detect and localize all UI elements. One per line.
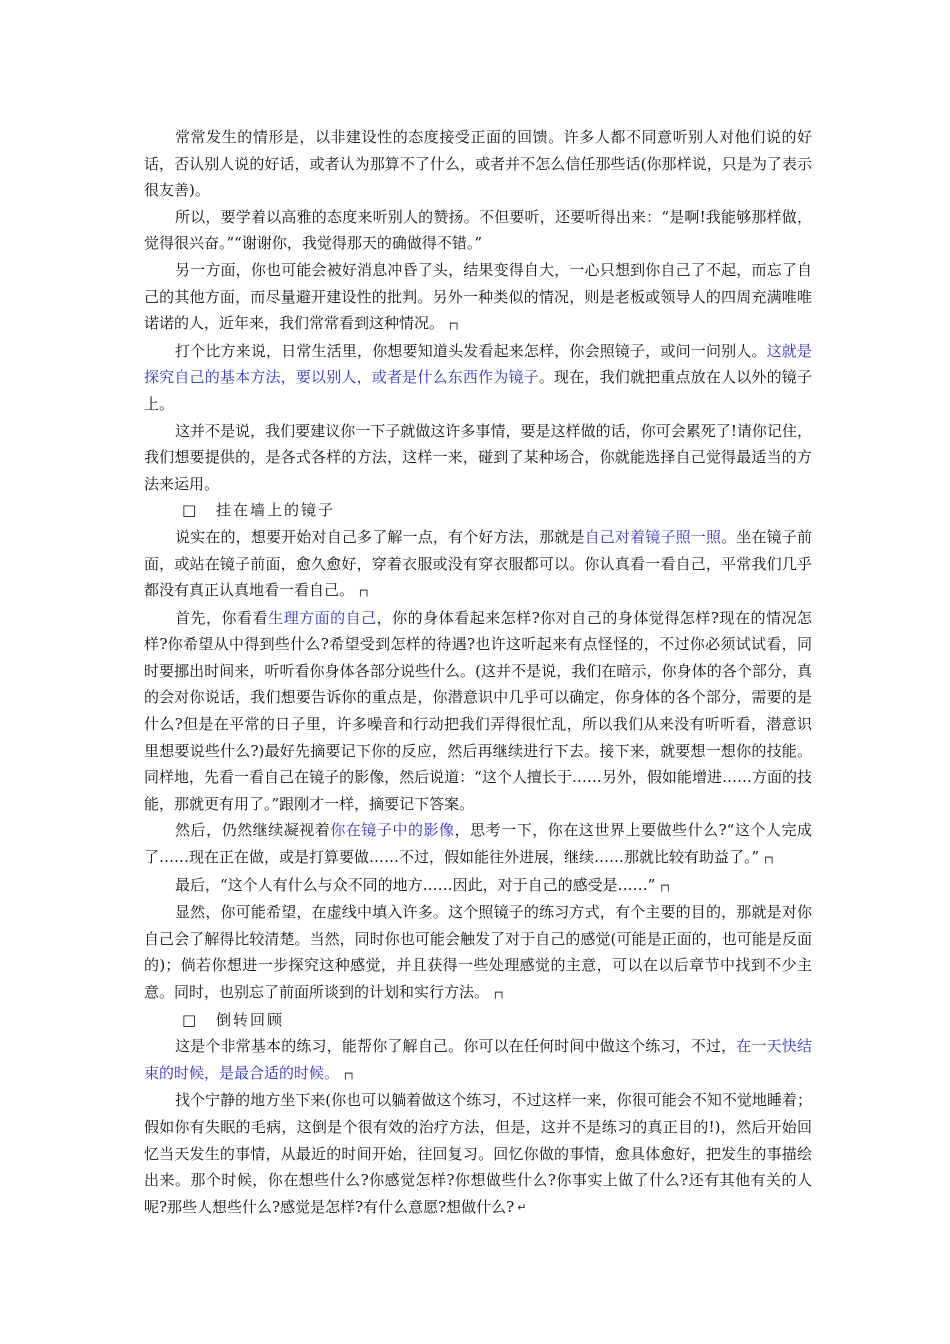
highlighted-text: 你在镜子中的影像	[330, 821, 455, 840]
paragraph	[144, 899, 812, 1006]
paragraph-text: 另一方面，你也可能会被好消息冲昏了头，结果变得自大，一心只想到你自己了不起，而忘了自己的其他方面，而尽量避开建设性的批判。另外一种类似的情况，则是老板或领导人的四周充满唯唯诺诺的人，近年来，我们常常看到这种情况。	[144, 260, 812, 333]
paragraph-text: 这是个非常基本的练习，能帮你了解自己。你可以在任何时间中做这个练习，不过，	[175, 1037, 737, 1056]
paragraph-text: ，思考一下，你在这世界上要做些什么?“这个人完成了……现在正在做，或是打算要做……不过，假如能往外进展，继续……那就比较有助益了。”	[144, 821, 812, 867]
paragraph-text: 显然，你可能希望，在虚线中填入许多。这个照镜子的练习方式，有个主要的目的，那就是对你自己会了解得比较清楚。当然，同时你也可能会触发了对于自己的感觉(可能是正面的，也可能是反面的)；倘若你想进一步探究这种感觉，并且获得一些处理感觉的主意，可以在以后章节中找到不少主意。同时，也别忘了前面所谈到的计划和实行方法。	[144, 903, 812, 1001]
paragraph-text: 这并不是说，我们要建议你一下子就做这许多事情，要是这样做的话，你可会累死了!请你记住，我们想要提供的，是各式各样的方法，这样一来，碰到了某种场合，你就能选择自己觉得最适当的方法来运用。	[144, 421, 812, 493]
section-heading-text: 挂在墙上的镜子	[216, 501, 336, 520]
paragraph	[144, 1087, 812, 1221]
paragraph-mark-icon: ┌┐	[492, 986, 506, 999]
paragraph-text: 常常发生的情形是，以非建设性的态度接受正面的回馈。许多人都不同意听别人对他们说的好话，否认别人说的好话，或者认为那算不了什么，或者并不怎么信任那些话(你那样说，只是为了表示很友善)。	[144, 128, 812, 200]
checkbox-square-icon: □	[182, 501, 197, 520]
paragraph-mark-icon: ┌┐	[342, 1066, 356, 1080]
paragraph	[144, 338, 812, 418]
paragraph-text: 打个比方来说，日常生活里，你想要知道头发看起来怎样，你会照镜子，或问一问别人。	[175, 341, 767, 360]
highlighted-text: 生理方面的自己	[268, 608, 377, 627]
highlighted-text: 这就是探究自己的基本方法，要以别人，或者是什么东西作为镜子	[144, 341, 812, 387]
paragraph	[144, 204, 812, 257]
paragraph	[144, 124, 812, 204]
section-heading-mirror-on-wall	[144, 497, 812, 524]
highlighted-text: 自己对着镜子照一照	[584, 527, 722, 546]
paragraph-text: 所以，要学着以高雅的态度来听别人的赞扬。不但要听，还要听得出来：“是啊!我能够那样做，觉得很兴奋。”“谢谢你，我觉得那天的确做得不错。”	[144, 207, 812, 253]
paragraph	[144, 817, 812, 871]
paragraph-text: 。坐在镜子前面，或站在镜子前面，愈久愈好，穿着衣服或没有穿衣服都可以。你认真看一看自己，平常我们几乎都没有真正认真地看一看自己。	[144, 527, 812, 600]
paragraph	[144, 872, 812, 900]
paragraph-text: 然后，仍然继续凝视着	[175, 821, 331, 840]
section-heading-text: 倒转回顾	[216, 1010, 285, 1029]
paragraph-mark-icon: ┌┐	[447, 317, 461, 331]
paragraph	[144, 605, 812, 818]
paragraph	[144, 524, 812, 605]
paragraph-text: 首先，你看看	[175, 608, 269, 627]
paragraph	[144, 257, 812, 338]
paragraph-mark-icon: ┌┐	[357, 584, 371, 598]
paragraph-text: ，你的身体看起来怎样?你对自己的身体觉得怎样?现在的情况怎样?你希望从中得到些什么?希望受到怎样的待遇?也许这听起来有点怪怪的，不过你必须试试看，同时要挪出时间来，听听看你身体各部分说些什么。(这并不是说，我们在暗示，你身体的各个部分，真的会对你说话，我们想要告诉你的重点是，你潜意识中几乎可以确定，你身体的各个部分，需要的是什么?但是在平常的日子里，许多噪音和行动把我们弄得很忙乱，所以我们从来没有听听看，潜意识里想要说些什么?)最好先摘要记下你的反应，然后再继续进行下去。接下来，就要想一想你的技能。同样地，先看一看自己在镜子的影像，然后说道：“这个人擅长于……另外，假如能增进……方面的技能，那就更有用了。”跟刚才一样，摘要记下答案。	[144, 608, 812, 813]
paragraph-text: 最后，“这个人有什么与众不同的地方……因此，对于自己的感受是……”	[175, 875, 656, 894]
paragraph-text: 找个宁静的地方坐下来(你也可以躺着做这个练习，不过这样一来，你很可能会不知不觉地睡着；假如你有失眠的毛病，这倒是个很有效的治疗方法，但是，这并不是练习的真正目的!)，然后开始回忆当天发生的事情，从最近的时间开始，往回复习。回忆你做的事情，愈具体愈好，把发生的事描绘出来。那个时候，你在想些什么?你感觉怎样?你想做些什么?你事实上做了什么?还有其他有关的人呢?那些人想些什么?感觉是怎样?有什么意愿?想做什么?	[144, 1091, 812, 1216]
paragraph	[144, 418, 812, 498]
paragraph	[144, 1033, 812, 1087]
paragraph-text: 说实在的，想要开始对自己多了解一点，有个好方法，那就是	[175, 527, 585, 546]
paragraph-mark-icon: ┌┐	[762, 851, 776, 865]
section-heading-reverse-review	[144, 1007, 812, 1034]
end-mark-icon: ↵	[517, 1200, 527, 1214]
paragraph-mark-icon: ┌┐	[658, 878, 672, 892]
highlighted-text: 在一天快结束的时候，是最合适的时候。	[144, 1037, 812, 1082]
checkbox-square-icon: □	[182, 1010, 197, 1029]
paragraph-text: 。现在，我们就把重点放在人以外的镜子上。	[144, 368, 812, 413]
document-body	[144, 124, 812, 1221]
